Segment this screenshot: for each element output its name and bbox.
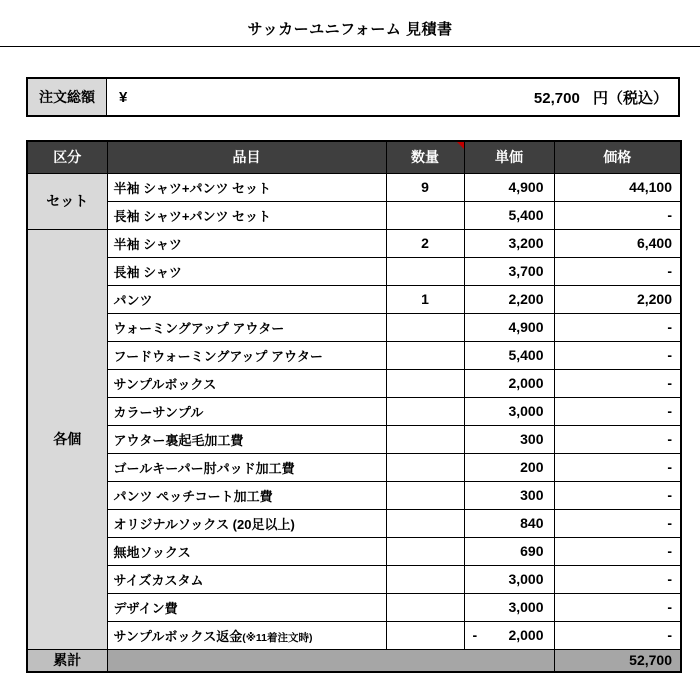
qty-cell: 9 (386, 173, 464, 201)
item-cell (107, 201, 386, 229)
order-total-amount-suffix: 円（税込） (592, 89, 668, 107)
item-cell (107, 341, 386, 369)
item-label: オリジナルソックス (20足以上) (113, 516, 295, 532)
header-unit-price: 単価 (464, 141, 554, 173)
item-label: 長袖 シャツ+パンツ セット (113, 208, 272, 224)
qty-cell (386, 593, 464, 621)
price-cell: - (554, 453, 681, 481)
table-row (27, 341, 681, 369)
table-row (27, 397, 681, 425)
unit-price-cell: 2,000 (464, 369, 554, 397)
unit-price-cell: 690 (464, 537, 554, 565)
item-cell (107, 565, 386, 593)
table-row (27, 425, 681, 453)
table-row (27, 229, 681, 257)
qty-cell (386, 369, 464, 397)
price-cell: - (554, 341, 681, 369)
price-cell: - (554, 201, 681, 229)
qty-cell (386, 341, 464, 369)
table-row (27, 313, 681, 341)
qty-cell (386, 481, 464, 509)
price-cell: 2,200 (554, 285, 681, 313)
total-spacer-cell (107, 649, 554, 672)
table-row (27, 593, 681, 621)
table-row (27, 201, 681, 229)
negative-sign: - (472, 627, 478, 643)
item-cell (107, 369, 386, 397)
qty-cell (386, 201, 464, 229)
item-cell (107, 481, 386, 509)
table-row (27, 509, 681, 537)
item-cell (107, 509, 386, 537)
unit-price-cell: 300 (464, 425, 554, 453)
item-cell (107, 313, 386, 341)
table-body (27, 173, 681, 649)
price-cell: - (554, 509, 681, 537)
qty-cell: 1 (386, 285, 464, 313)
item-label: パンツ (113, 292, 153, 308)
total-label-cell: 累計 (27, 649, 107, 672)
item-label: パンツ ペッチコート加工費 (113, 488, 273, 504)
price-cell: - (554, 397, 681, 425)
category-cell: セット (27, 173, 107, 229)
price-cell: - (554, 593, 681, 621)
qty-cell (386, 621, 464, 649)
currency-symbol: ¥ (119, 88, 128, 106)
table-row (27, 369, 681, 397)
item-cell (107, 173, 386, 201)
item-label: カラーサンプル (113, 404, 204, 420)
item-cell (107, 621, 386, 649)
qty-cell: 2 (386, 229, 464, 257)
item-cell (107, 229, 386, 257)
table-row (27, 565, 681, 593)
price-cell: - (554, 565, 681, 593)
order-total-box (26, 77, 680, 117)
table-row (27, 257, 681, 285)
item-label: ウォーミングアップ アウター (113, 320, 285, 336)
category-cell: 各個 (27, 229, 107, 649)
item-cell (107, 453, 386, 481)
item-note: (※11着注文時) (242, 631, 313, 644)
unit-price-cell: 4,900 (464, 173, 554, 201)
comment-indicator-icon (457, 142, 464, 149)
item-label: サイズカスタム (113, 572, 204, 588)
total-price-cell: 52,700 (554, 649, 681, 672)
item-label: サンプルボックス返金 (113, 628, 243, 644)
qty-cell (386, 565, 464, 593)
item-label: 長袖 シャツ (113, 264, 182, 280)
item-cell (107, 537, 386, 565)
unit-price-cell: 300 (464, 481, 554, 509)
item-cell (107, 397, 386, 425)
qty-cell (386, 509, 464, 537)
table-row (27, 453, 681, 481)
unit-price-cell: 4,900 (464, 313, 554, 341)
item-cell (107, 425, 386, 453)
price-cell: - (554, 425, 681, 453)
price-cell: 44,100 (554, 173, 681, 201)
header-category: 区分 (27, 141, 107, 173)
price-cell: - (554, 621, 681, 649)
order-total-label: 注文総額 (28, 79, 107, 115)
price-cell: 6,400 (554, 229, 681, 257)
unit-price-cell: 3,000 (464, 593, 554, 621)
item-label: サンプルボックス (113, 376, 217, 392)
qty-cell (386, 313, 464, 341)
page-title: サッカーユニフォーム 見積書 (247, 21, 453, 38)
qty-cell (386, 397, 464, 425)
quotation-table (26, 140, 682, 673)
total-row (27, 649, 681, 672)
order-total-amount-number: 52,700 (533, 89, 580, 107)
price-cell: - (554, 257, 681, 285)
item-label: 無地ソックス (113, 544, 191, 560)
qty-cell (386, 425, 464, 453)
table-row (27, 173, 681, 201)
unit-price-cell: 3,700 (464, 257, 554, 285)
qty-cell (386, 257, 464, 285)
order-total-value (107, 79, 678, 115)
title-block (0, 0, 700, 47)
unit-price-cell (464, 621, 554, 649)
unit-price-cell: 5,400 (464, 201, 554, 229)
item-label: デザイン費 (113, 600, 178, 616)
header-qty (386, 141, 464, 173)
item-cell (107, 257, 386, 285)
table-row (27, 621, 681, 649)
qty-cell (386, 537, 464, 565)
table-row (27, 481, 681, 509)
item-label: 半袖 シャツ (113, 236, 182, 252)
item-cell (107, 593, 386, 621)
item-label: 半袖 シャツ+パンツ セット (113, 180, 272, 196)
unit-price-cell: 5,400 (464, 341, 554, 369)
order-total-amount (534, 87, 668, 108)
price-cell: - (554, 537, 681, 565)
unit-price-cell: 3,000 (464, 397, 554, 425)
header-price: 価格 (554, 141, 681, 173)
price-cell: - (554, 481, 681, 509)
price-cell: - (554, 369, 681, 397)
item-label: アウター裏起毛加工費 (113, 432, 244, 448)
item-label: ゴールキーパー肘パッド加工費 (113, 460, 295, 476)
header-qty-label: 数量 (411, 149, 439, 166)
table-row (27, 285, 681, 313)
table-row (27, 537, 681, 565)
qty-cell (386, 453, 464, 481)
unit-price-cell: 200 (464, 453, 554, 481)
unit-price-cell: 840 (464, 509, 554, 537)
unit-price-value: 2,000 (508, 627, 544, 643)
item-label: フードウォーミングアップ アウター (113, 348, 323, 364)
unit-price-cell: 2,200 (464, 285, 554, 313)
unit-price-cell: 3,200 (464, 229, 554, 257)
price-cell: - (554, 313, 681, 341)
item-cell (107, 285, 386, 313)
header-item: 品目 (107, 141, 386, 173)
unit-price-cell: 3,000 (464, 565, 554, 593)
table-header-row (27, 141, 681, 173)
